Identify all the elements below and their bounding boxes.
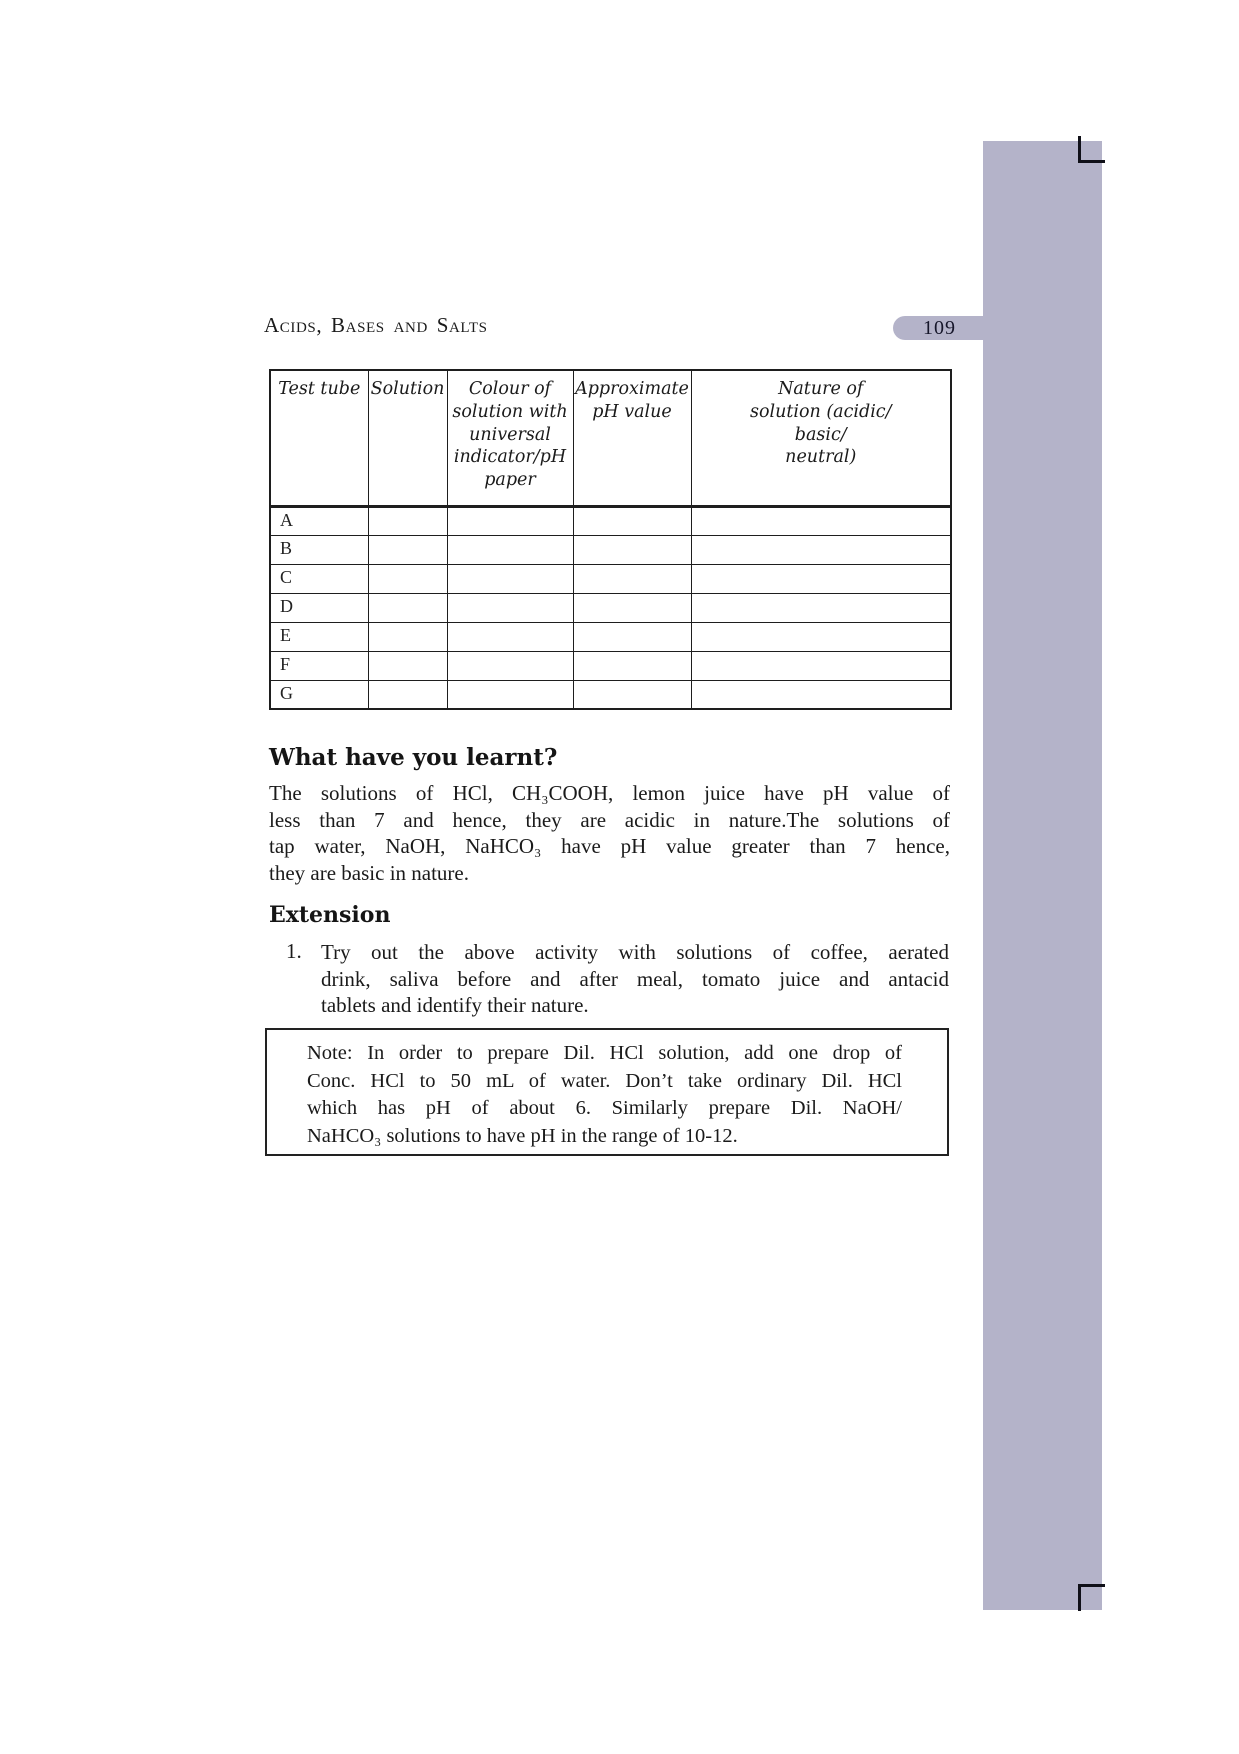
learnt-paragraph: [269, 780, 950, 886]
text-line: neutral): [785, 447, 857, 468]
text-line: Test tube: [278, 379, 361, 399]
column-header-ph-value: [573, 370, 691, 506]
text-line: drink, saliva before and after meal, tomato juice and antacid: [321, 966, 949, 991]
column-header-solution: [368, 370, 447, 506]
row-label: A: [270, 506, 368, 535]
text-line: Note: In order to prepare Dil. HCl solution, add one drop of: [307, 1042, 902, 1064]
note-text: [307, 1040, 902, 1150]
text-line: paper: [484, 470, 536, 490]
running-head-title: Acids, Bases and Salts: [264, 313, 488, 337]
note-box: [265, 1028, 949, 1156]
table-cell: [447, 651, 573, 680]
table-cell: [691, 506, 951, 535]
section-heading-what-have-you-learnt: What have you learnt?: [269, 744, 558, 771]
table-row: [270, 651, 951, 680]
text-line: basic/: [794, 424, 847, 445]
row-label: E: [270, 622, 368, 651]
table-cell: [573, 564, 691, 593]
table-cell: [691, 680, 951, 709]
page-number-badge: [893, 316, 986, 340]
text-line: universal: [469, 424, 551, 445]
table-cell: [447, 680, 573, 709]
text-line: solution with: [452, 401, 568, 422]
text-line: NaHCO₃ solutions to have pH in the range of 10-12.: [307, 1124, 738, 1147]
column-header-test-tube: [270, 370, 368, 506]
row-label: C: [270, 564, 368, 593]
text-line: they are basic in nature.: [269, 860, 469, 885]
corner-crop-mark-top-icon: [1078, 136, 1105, 163]
table-cell: [573, 680, 691, 709]
list-item-number: 1.: [286, 939, 302, 963]
table-cell: [447, 564, 573, 593]
table-cell: [368, 680, 447, 709]
corner-crop-mark-bottom-icon: [1078, 1584, 1105, 1611]
table-cell: [368, 593, 447, 622]
table-cell: [573, 506, 691, 535]
table-row: [270, 564, 951, 593]
text-line: pH value: [592, 401, 672, 422]
table-header-row: [270, 370, 951, 506]
text-line: solution (acidic/: [749, 401, 892, 422]
table-cell: [368, 622, 447, 651]
table-cell: [691, 651, 951, 680]
table-cell: [368, 564, 447, 593]
text-line: Nature of: [778, 379, 864, 399]
text-line: The solutions of HCl, CH₃COOH, lemon juice have pH value of: [269, 781, 950, 805]
text-line: Solution: [370, 379, 445, 399]
text-line: which has pH of about 6. Similarly prepare Dil. NaOH/: [307, 1097, 902, 1119]
table-cell: [573, 535, 691, 564]
table-cell: [447, 593, 573, 622]
table-row: [270, 506, 951, 535]
table-cell: [573, 593, 691, 622]
table-cell: [447, 506, 573, 535]
text-line: Try out the above activity with solutions of coffee, aerated: [321, 940, 949, 964]
row-label: D: [270, 593, 368, 622]
text-line: Colour of: [468, 379, 552, 399]
row-label: G: [270, 680, 368, 709]
table-cell: [691, 564, 951, 593]
row-label: B: [270, 535, 368, 564]
table-cell: [447, 622, 573, 651]
column-header-nature: [691, 370, 951, 506]
table-cell: [368, 535, 447, 564]
table-row: [270, 622, 951, 651]
text-line: indicator/pH: [453, 447, 567, 468]
row-label: F: [270, 651, 368, 680]
table-cell: [447, 535, 573, 564]
table-cell: [368, 506, 447, 535]
table-cell: [691, 622, 951, 651]
text-line: Approximate: [575, 379, 689, 399]
activity-observation-table: [269, 369, 952, 710]
table-cell: [691, 535, 951, 564]
extension-list-item: [321, 939, 949, 1019]
table-cell: [691, 593, 951, 622]
page-edge-bar: [983, 141, 1102, 1610]
text-line: tap water, NaOH, NaHCO₃ have pH value greater than 7 hence,: [269, 834, 950, 859]
text-line: less than 7 and hence, they are acidic in nature.The solutions of: [269, 807, 950, 832]
column-header-colour: [447, 370, 573, 506]
table-row: [270, 680, 951, 709]
table-cell: [573, 622, 691, 651]
text-line: Conc. HCl to 50 mL of water. Don’t take ordinary Dil. HCl: [307, 1069, 902, 1092]
table-cell: [368, 651, 447, 680]
table-cell: [573, 651, 691, 680]
table-row: [270, 593, 951, 622]
section-heading-extension: Extension: [269, 902, 391, 928]
table-row: [270, 535, 951, 564]
page-number: 109: [923, 316, 956, 339]
text-line: tablets and identify their nature.: [321, 993, 589, 1018]
